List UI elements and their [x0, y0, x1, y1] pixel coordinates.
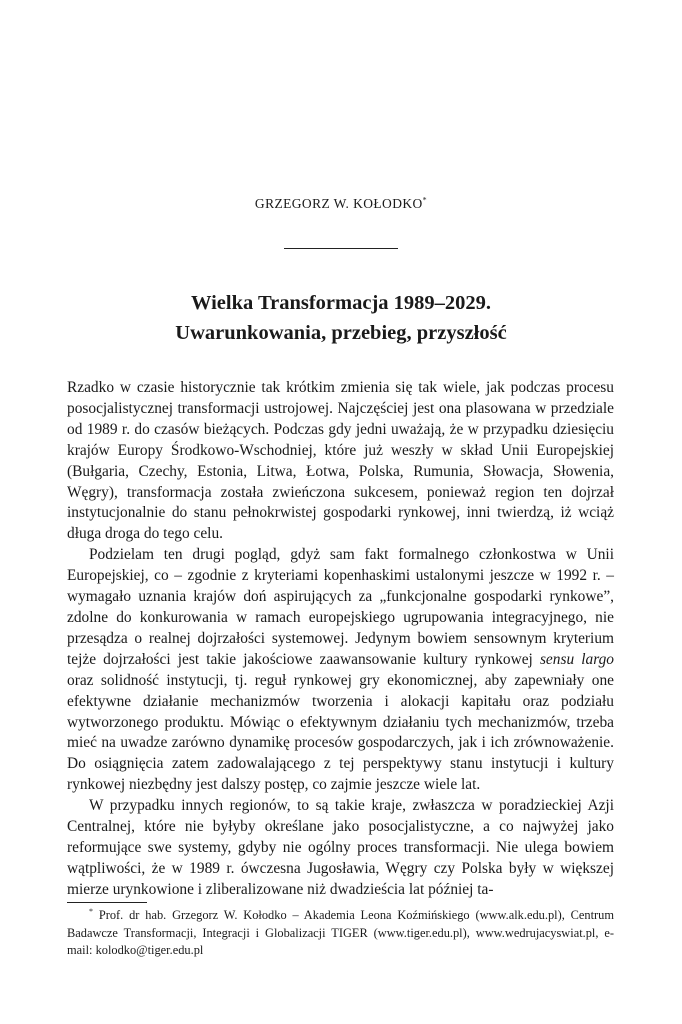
paragraph-2-italic-term: sensu largo	[539, 650, 615, 668]
paragraph-2-part-1: Podzielam ten drugi pogląd, gdyż sam fakt formalnego członkostwa w Unii Europejskiej, co – zgodnie z kryteriami kopenhaskimi ustalonymi jeszcze w 1992 r. – wymagało uznania krajów doń aspirujących za „funkcjonalne gospodarki rynkowe”, zdolne do konkurowania w ramach europejskiego ugrupowania integracyjnego, nie przesądza o realnej dojrzałości systemowej. Jedynym bowiem sensownym kryterium tejże dojrzałości jest takie jakościowe zaawansowanie kultury rynkowej	[67, 546, 614, 668]
title-line-1: Wielka Transformacja 1989–2029.	[190, 292, 492, 314]
paragraph-2	[67, 545, 614, 796]
author-name: GRZEGORZ W. KOŁODKO	[254, 196, 423, 211]
paragraph-2-part-2: oraz solidność instytucji, tj. reguł rynkowej gry ekonomicznej, aby zapewniały one efektywne działanie mechanizmów tworzenia i alokacji kapitału oraz podziału wytworzonego produktu. Mówiąc o efektywnym działaniu tych mechanizmów, trzeba mieć na uwadze zarówno dynamikę procesów gospodarczych, jak i ich zrównoważenie. Do osiągnięcia zatem zadowalającego z tej perspektywy stanu instytucji i kultury rynkowej niezbędny jest dalszy postęp, co zajmie jeszcze wiele lat.	[67, 671, 614, 794]
article-body	[67, 378, 614, 901]
author-line	[0, 196, 682, 212]
paragraph-1: Rzadko w czasie historycznie tak krótkim zmienia się tak wiele, jak podczas procesu posocjalistycznej transformacji ustrojowej. Najczęściej jest ona plasowana w przedziale od 1989 r. do czasów bieżących. Podczas gdy jedni uważają, że w przypadku dziesięciu krajów Europy Środkowo-Wschodniej, które już weszły w skład Unii Europejskiej (Bułgaria, Czechy, Estonia, Litwa, Łotwa, Polska, Rumunia, Słowacja, Słowenia, Węgry), transformacja została zwieńczona sukcesem, ponieważ region ten dojrzał instytucjonalnie do stanu pełnokrwistej gospodarki rynkowej, inni twierdzą, iż wciąż długa droga do tego celu.	[67, 379, 614, 543]
footnote-mark: *	[89, 906, 93, 916]
author-footnote-mark: *	[422, 195, 428, 205]
title-separator-rule	[284, 248, 398, 249]
footnote-separator-rule	[67, 902, 147, 903]
article-title	[0, 288, 682, 348]
footnote-text: Prof. dr hab. Grzegorz W. Kołodko – Akademia Leona Koźmińskiego (www.alk.edu.pl), Centrum Badawcze Transformacji, Integracji i Globalizacji TIGER (www.tiger.edu.pl), www.wedrujacyswiat.pl, e-mail: kolodko@tiger.edu.pl	[67, 908, 614, 957]
paragraph-3: W przypadku innych regionów, to są takie kraje, zwłaszcza w poradzieckiej Azji Centralnej, które nie byłyby określane jako posocjalistyczne, a co najwyżej jako reformujące swe systemy, gdyby nie ogólny proces transformacji. Nie ulega bowiem wątpliwości, że w 1989 r. ówczesna Jugosławia, Węgry czy Polska były w większej mierze urynkowione i zliberalizowane niż dwadzieścia lat później ta-	[67, 797, 614, 898]
footnote	[67, 907, 614, 960]
title-line-2: Uwarunkowania, przebieg, przyszłość	[175, 322, 507, 344]
